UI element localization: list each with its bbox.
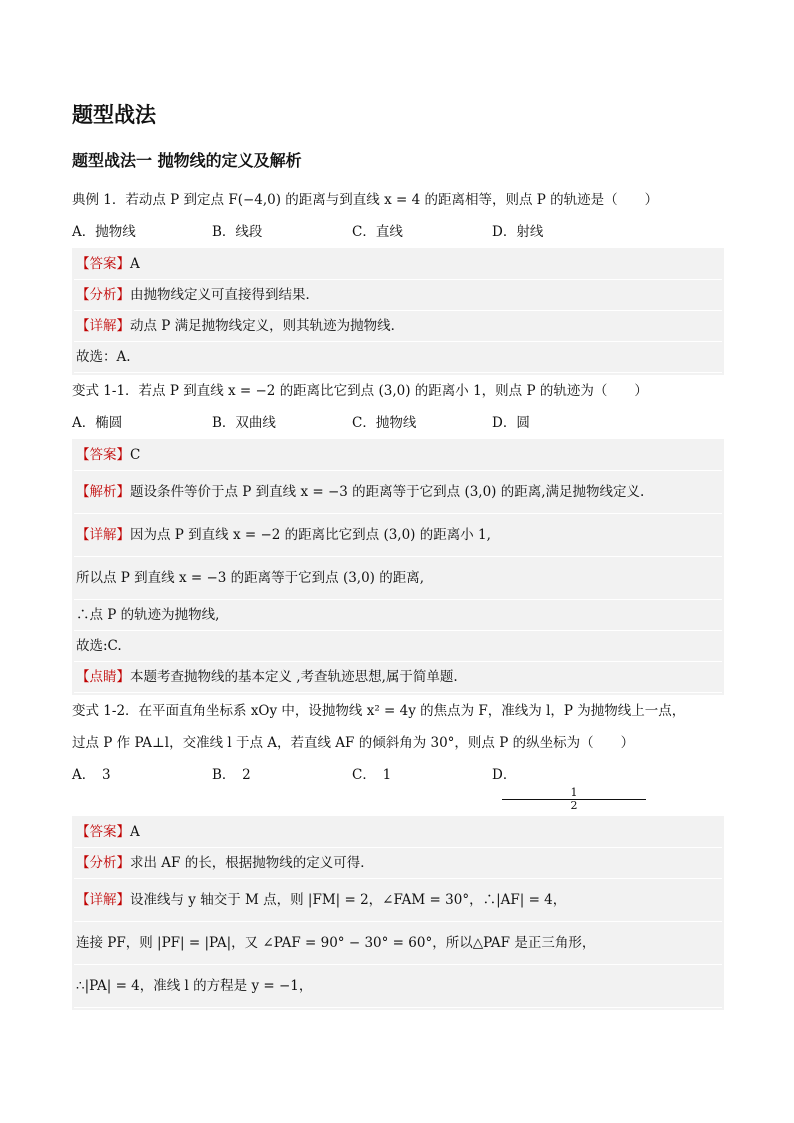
q3-detail-line-3: ∴|PA| = 4，准线 l 的方程是 y = −1， [74, 965, 722, 1008]
answer-tag: 【答案】 [76, 824, 130, 840]
section-title: 题型战法一 抛物线的定义及解析 [72, 151, 302, 170]
q2-analysis-row [74, 471, 722, 514]
q2-detail-row [74, 514, 722, 557]
fraction [502, 787, 642, 812]
q2-answer: C [130, 447, 141, 463]
q2-comment-row [74, 662, 722, 693]
q2-options [72, 411, 724, 435]
q3-answer-row [74, 817, 722, 848]
q1-choice-row: 故选：A. [74, 342, 722, 373]
q3-option-b: B． 2 [212, 767, 251, 783]
q2-stem: 变式 1-1．若点 P 到直线 x = −2 的距离比它到点 (3,0) 的距离小 1，则点 P 的轨迹为（ ） [72, 383, 648, 399]
q2-choice-row: 故选:C. [74, 631, 722, 662]
q1-analysis: 由抛物线定义可直接得到结果． [130, 287, 319, 303]
q3-detail-row [74, 879, 722, 922]
q1-option-b: B．线段 [212, 224, 263, 240]
q2-detail-line-3: ∴点 P 的轨迹为抛物线, [74, 600, 722, 631]
q1-stem: 典例 1．若动点 P 到定点 F(−4,0) 的距离与到直线 x = 4 的距离相等，则点 P 的轨迹是（ ） [72, 192, 659, 208]
analysis-tag: 【分析】 [76, 855, 130, 871]
document-page [72, 100, 724, 1014]
answer-tag: 【答案】 [76, 256, 130, 272]
q3-option-c: C． 1 [352, 767, 392, 783]
q3-analysis: 求出 AF 的长，根据抛物线的定义可得． [130, 855, 374, 871]
q1-option-d: D．射线 [492, 224, 544, 240]
q2-detail-line-2: 所以点 P 到直线 x = −3 的距离等于它到点 (3,0) 的距离, [74, 557, 722, 600]
q3-solution-box [72, 816, 724, 1010]
q3-stem-line-1: 变式 1-2．在平面直角坐标系 xOy 中，设抛物线 x² = 4y 的焦点为 F，准线为 l，P 为抛物线上一点， [72, 703, 686, 719]
fraction-numerator: 1 [502, 787, 646, 800]
q2-option-d: D．圆 [492, 415, 530, 431]
page-title: 题型战法 [72, 103, 156, 127]
q3-option-d-label: D． [492, 767, 517, 783]
q2-option-c: C．抛物线 [352, 415, 417, 431]
q2-analysis: 题设条件等价于点 P 到直线 x = −3 的距离等于它到点 (3,0) 的距离,满足抛物线定义. [130, 484, 645, 500]
fraction-denominator: 2 [570, 799, 578, 812]
q2-comment: 本题考查抛物线的基本定义 ,考查轨迹思想,属于简单题. [130, 669, 458, 685]
q3-option-a: A． 3 [72, 767, 111, 783]
q3-analysis-row [74, 848, 722, 879]
q1-options [72, 220, 724, 244]
q3-stem-line-2: 过点 P 作 PA⊥l，交准线 l 于点 A，若直线 AF 的倾斜角为 30°，则点 P 的纵坐标为（ ） [72, 735, 635, 751]
q2-option-b: B．双曲线 [212, 415, 276, 431]
q1-detail-row [74, 311, 722, 342]
q3-options [72, 763, 724, 812]
q1-detail: 动点 P 满足抛物线定义，则其轨迹为抛物线． [130, 318, 405, 334]
q1-answer: A [130, 256, 140, 272]
q3-answer: A [130, 824, 140, 840]
comment-tag: 【点睛】 [76, 669, 130, 685]
q1-option-c: C．直线 [352, 224, 403, 240]
q1-answer-row [74, 249, 722, 280]
q2-solution-box [72, 439, 724, 695]
q1-solution-box [72, 248, 724, 375]
detail-tag: 【详解】 [76, 527, 130, 543]
q2-option-a: A．椭圆 [72, 415, 123, 431]
q3-detail: 设准线与 y 轴交于 M 点，则 |FM| = 2，∠FAM = 30°，∴|AF| = 4， [130, 892, 567, 908]
q3-option-d [492, 763, 632, 812]
q2-answer-row [74, 440, 722, 471]
analysis-tag: 【解析】 [76, 484, 130, 500]
detail-tag: 【详解】 [76, 892, 130, 908]
q1-option-a: A．抛物线 [72, 224, 136, 240]
answer-tag: 【答案】 [76, 447, 130, 463]
q2-detail: 因为点 P 到直线 x = −2 的距离比它到点 (3,0) 的距离小 1, [130, 527, 491, 543]
q1-analysis-row [74, 280, 722, 311]
analysis-tag: 【分析】 [76, 287, 130, 303]
detail-tag: 【详解】 [76, 318, 130, 334]
q3-detail-line-2: 连接 PF，则 |PF| = |PA|，又 ∠PAF = 90° − 30° = 60°，所以△PAF 是正三角形， [74, 922, 722, 965]
